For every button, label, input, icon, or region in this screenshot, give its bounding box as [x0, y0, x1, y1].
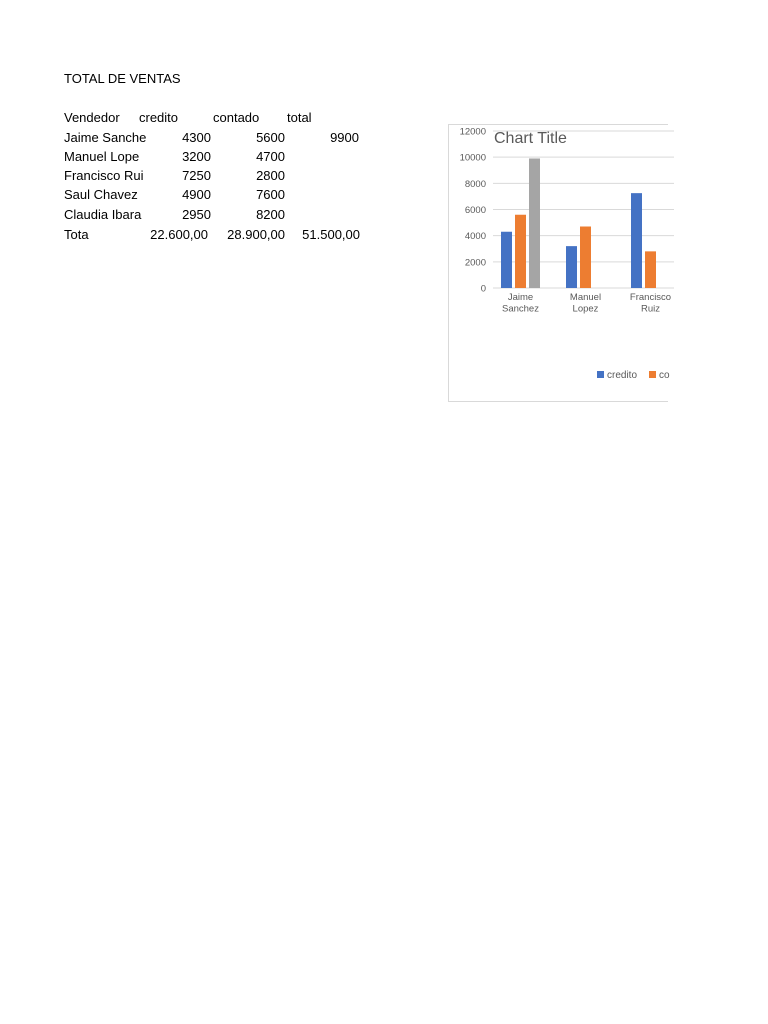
sales-chart[interactable]	[448, 124, 672, 402]
totals-contado: 28.900,00	[227, 227, 285, 242]
legend-label-co: co	[659, 370, 670, 381]
row-1-contado: 5600	[256, 130, 285, 145]
header-credito: credito	[139, 110, 179, 125]
y-tick-12000: 12000	[459, 126, 486, 138]
row-4-credito: 4900	[182, 187, 211, 202]
chart-legend	[597, 370, 670, 381]
sheet-title: TOTAL DE VENTAS	[64, 71, 181, 86]
legend-swatch-co	[649, 371, 656, 378]
totals-total: 51.500,00	[302, 227, 360, 242]
row-3-contado: 2800	[256, 168, 285, 183]
row-2-total	[287, 149, 359, 165]
bar-credito-2[interactable]	[566, 246, 577, 288]
chart-bars	[501, 158, 656, 288]
row-2-vendedor: Manuel Lope	[64, 149, 140, 164]
y-tick-2000: 2000	[464, 257, 486, 269]
x-tick-label-3-2: Ruiz	[640, 303, 661, 315]
header-total: total	[287, 110, 312, 125]
row-3-total	[287, 168, 359, 184]
row-5-vendedor: Claudia Ibara	[64, 207, 142, 222]
legend-swatch-credito	[597, 371, 604, 378]
chart-x-axis	[502, 292, 671, 315]
x-tick-label-3-1: Francisco	[629, 292, 672, 303]
y-tick-4000: 4000	[464, 231, 486, 243]
y-tick-10000: 10000	[459, 152, 486, 164]
totals-credito: 22.600,00	[150, 227, 208, 242]
x-tick-label-1-2: Sanchez	[502, 303, 539, 315]
row-4-vendedor: Saul Chavez	[64, 187, 138, 202]
bar-contado-3[interactable]	[645, 251, 656, 288]
row-5-credito: 2950	[182, 207, 211, 222]
totals-label: Tota	[64, 227, 89, 242]
x-tick-label-2-2: Lopez	[572, 303, 599, 315]
bar-contado-1[interactable]	[515, 215, 526, 288]
row-5-total	[287, 207, 359, 223]
row-4-total	[287, 187, 359, 203]
row-2-credito: 3200	[182, 149, 211, 164]
y-tick-8000: 8000	[464, 178, 486, 190]
y-tick-0: 0	[480, 283, 486, 295]
bar-contado-2[interactable]	[580, 227, 591, 288]
chart-canvas	[449, 125, 672, 403]
row-1-vendedor: Jaime Sanche	[64, 130, 147, 145]
row-3-credito: 7250	[182, 168, 211, 183]
row-1-total: 9900	[330, 130, 359, 145]
legend-label-credito: credito	[607, 370, 638, 381]
chart-title: Chart Title	[494, 130, 567, 147]
header-vendedor: Vendedor	[64, 110, 120, 125]
bar-credito-1[interactable]	[501, 232, 512, 288]
x-tick-label-1-1: Jaime	[507, 292, 534, 303]
bar-total-1[interactable]	[529, 158, 540, 288]
row-3-vendedor: Francisco Rui	[64, 168, 144, 183]
bar-credito-3[interactable]	[631, 193, 642, 288]
header-contado: contado	[213, 110, 260, 125]
row-1-credito: 4300	[182, 130, 211, 145]
x-tick-label-2-1: Manuel	[569, 292, 602, 303]
row-5-contado: 8200	[256, 207, 285, 222]
row-2-contado: 4700	[256, 149, 285, 164]
y-tick-6000: 6000	[464, 205, 486, 216]
chart-y-axis	[460, 127, 486, 295]
row-4-contado: 7600	[256, 187, 285, 202]
